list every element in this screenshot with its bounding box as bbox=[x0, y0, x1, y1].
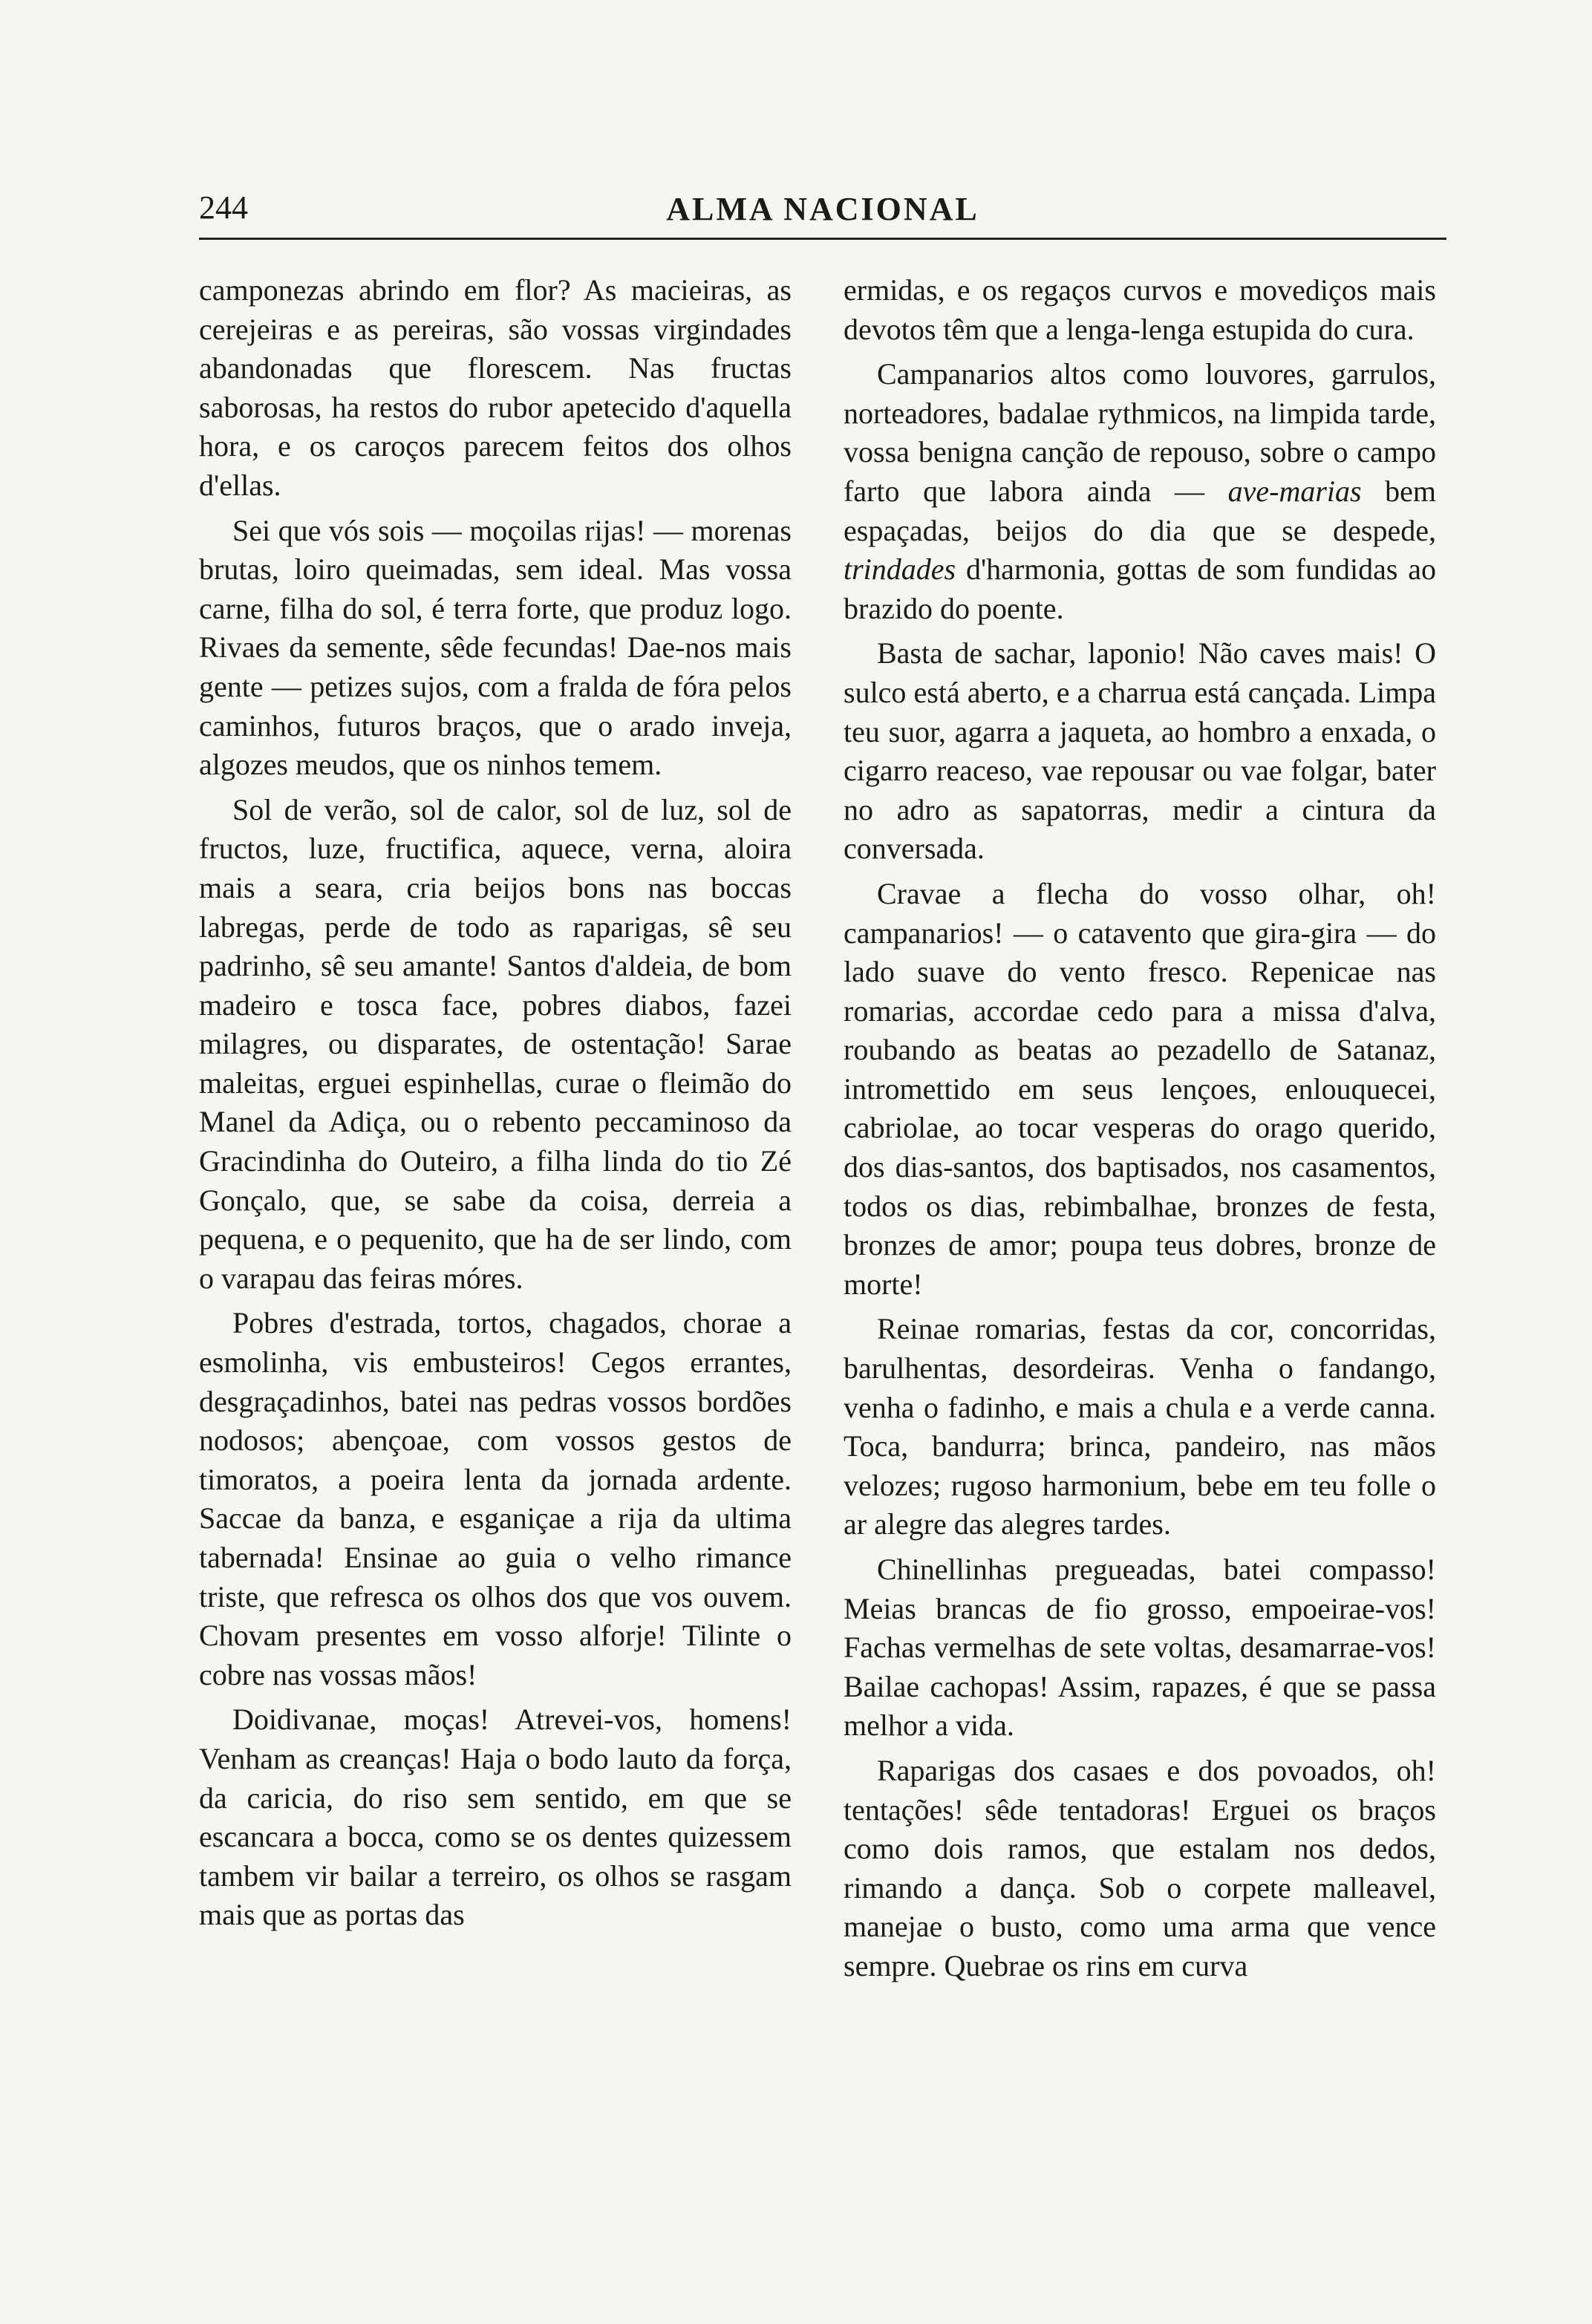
paragraph: Raparigas dos casaes e dos povoados, oh! tentações! sêde tentadoras! Erguei os braços como dois ramos, que estalam nos dedos, rimando a dança. Sob o corpete malleavel, manejae o busto, como uma arma que vence sempre. Quebrae os rins em curva bbox=[844, 1753, 1436, 1982]
paragraph: camponezas abrindo em flor? As macieiras, as cerejeiras e as pereiras, são vossas virgindades abandonadas que florescem. Nas fructas saborosas, ha restos do rubor apetecido d'aquella hora, e os caroços parecem feitos dos olhos d'ellas. bbox=[199, 273, 792, 502]
text-run: d'harmonia, gottas de som fundidas ao brazido do poente. bbox=[844, 552, 1436, 625]
page-header bbox=[199, 186, 1446, 240]
right-column bbox=[844, 271, 1436, 1992]
running-title: ALMA NACIONAL bbox=[666, 191, 979, 227]
left-column bbox=[199, 271, 792, 1941]
paragraph: Doidivanae, moças! Atrevei-vos, homens! Venham as creanças! Haja o bodo lauto da força, da caricia, do riso sem sentido, em que se escancara a bocca, como se os dentes quizessem tambem vir bailar a terreiro, os olhos se rasgam mais que as portas das bbox=[199, 1703, 792, 1932]
page-number: 244 bbox=[199, 189, 248, 226]
text-run: Campanarios altos como louvores, garrulos, norteadores, badalae rythmicos, na limpida tarde, vossa benigna canção de repouso, sobre o campo farto que labora ainda — bbox=[844, 357, 1436, 508]
text-run: bem espaçadas, beijos do dia que se despede, bbox=[844, 474, 1436, 547]
paragraph: Chinellinhas pregueadas, batei compasso! Meias brancas de fio grosso, empoeirae-vos! Fachas vermelhas de sete voltas, desamarrae-vos! Bailae cachopas! Assim, rapazes, é que se passa melhor a vida. bbox=[844, 1553, 1436, 1743]
paragraph: Sol de verão, sol de calor, sol de luz, sol de fructos, luze, fructifica, aquece, verna, aloira mais a seara, cria beijos bons nas boccas labregas, perde de todo as raparigas, sê seu padrinho, sê seu amante! Santos d'aldeia, de bom madeiro e tosca face, pobres diabos, fazei milagres, ou disparates, de ostentação! Sarae maleitas, erguei espinhellas, curae o fleimão do Manel da Adiça, ou o rebento peccaminoso da Gracindinha do Outeiro, a filha linda do tio Zé Gonçalo, que, se sabe da coisa, derreia a pequena, e o pequenito, que ha de ser lindo, com o varapau das feiras móres. bbox=[199, 792, 792, 1295]
paragraph: ermidas, e os regaços curvos e movediços mais devotos têm que a lenga-lenga estupida do cura. bbox=[844, 273, 1436, 346]
paragraph: Reinae romarias, festas da cor, concorridas, barulhentas, desordeiras. Venha o fandango, venha o fadinho, e mais a chula e a verde canna. Toca, bandurra; brinca, pandeiro, nas mãos velozes; rugoso harmonium, bebe em teu folle o ar alegre das alegres tardes. bbox=[844, 1312, 1436, 1541]
paragraph: Cravae a flecha do vosso olhar, oh! campanarios! — o catavento que gira-gira — do lado suave do vento fresco. Repenicae nas romarias, accordae cedo para a missa d'alva, roubando as beatas ao pezadello de Satanaz, intromettido em seus lençoes, enlouquecei, cabriolae, ao tocar vesperas do orago querido, dos dias-santos, dos baptisados, nos casamentos, todos os dias, rebimbalhae, bronzes de festa, bronzes de amor; poupa teus dobres, bronze de morte! bbox=[844, 876, 1436, 1301]
italic-ave-marias: ave-marias bbox=[1227, 474, 1362, 508]
paragraph: Sei que vós sois — moçoilas rijas! — morenas brutas, loiro queimadas, sem ideal. Mas vossa carne, filha do sol, é terra forte, que produz logo. Rivaes da semente, sêde fecundas! Dae-nos mais gente — petizes sujos, com a fralda de fóra pelos caminhos, futuros braços, que o arado inveja, algozes meudos, que os ninhos temem. bbox=[199, 513, 792, 782]
italic-trindades: trindades bbox=[844, 552, 956, 587]
paragraph: Basta de sachar, laponio! Não caves mais! O sulco está aberto, e a charrua está cançada. Limpa teu suor, agarra a jaqueta, ao hombro a enxada, o cigarro reaceso, vae repousar ou vae folgar, bater no adro as sapatorras, medir a cintura da conversada. bbox=[844, 636, 1436, 866]
paragraph-campanarios bbox=[844, 355, 1436, 628]
paragraph: Pobres d'estrada, tortos, chagados, chorae a esmolinha, vis embusteiros! Cegos errantes, desgraçadinhos, batei nas pedras vossos bordões nodosos; abençoae, com vossos gestos de timoratos, a poeira lenta da jornada ardente. Saccae da banza, e esganiçae a rija da ultima tabernada! Ensinae ao guia o velho rimance triste, que refresca os olhos dos que vos ouvem. Chovam presentes em vosso alforje! Tilinte o cobre nas vossas mãos! bbox=[199, 1306, 792, 1691]
